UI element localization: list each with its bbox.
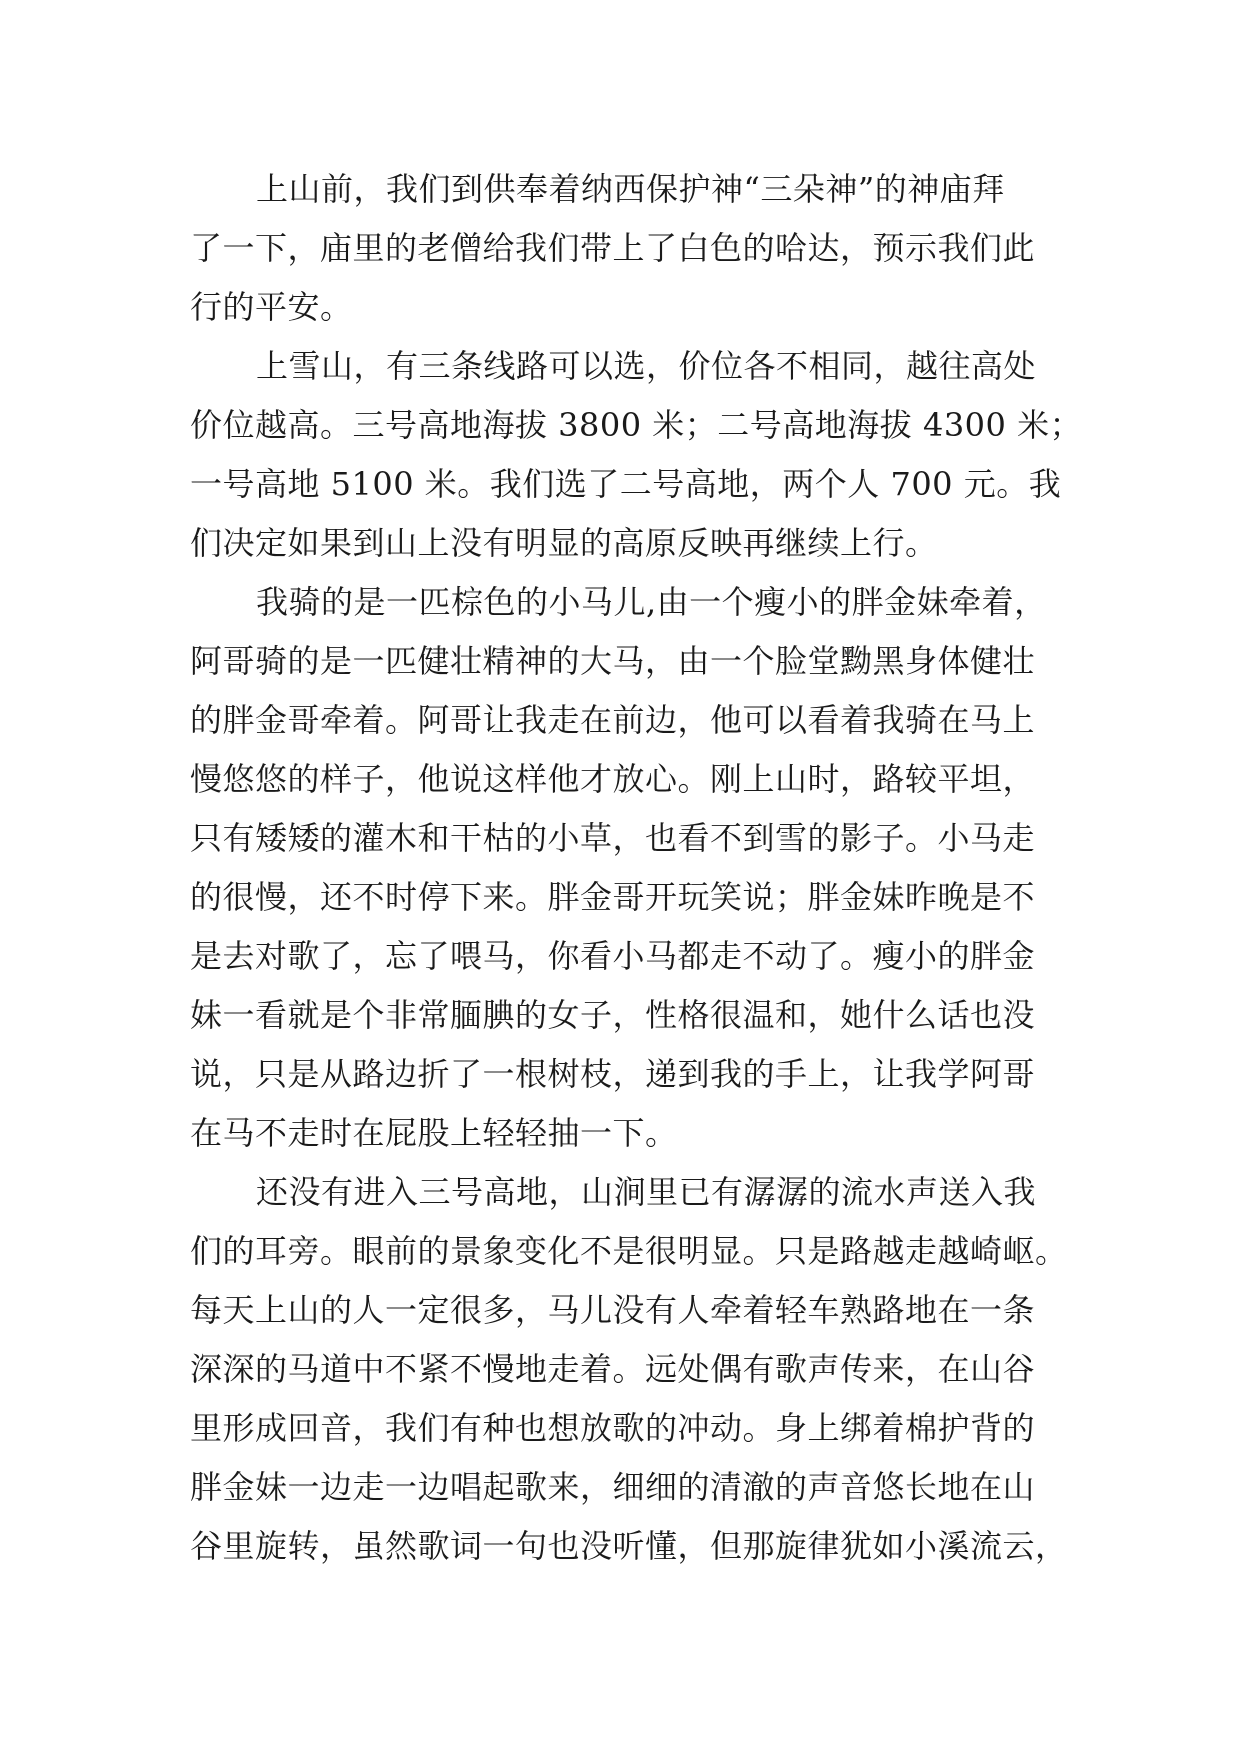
paragraph-1-line-2: 了一下，庙里的老僧给我们带上了白色的哈达，预示我们此	[190, 229, 1036, 267]
paragraph-3-line-5: 只有矮矮的灌木和干枯的小草，也看不到雪的影子。小马走	[190, 819, 1036, 857]
paragraph-3-line-10: 在马不走时在屁股上轻轻抽一下。	[190, 1114, 678, 1152]
paragraph-1-line-1: 上山前，我们到供奉着纳西保护神“三朵神”的神庙拜	[256, 170, 1005, 208]
paragraph-3-line-1: 我骑的是一匹棕色的小马儿,由一个瘦小的胖金妹牵着，	[256, 583, 1047, 621]
paragraph-3-line-9: 说，只是从路边折了一根树枝，递到我的手上，让我学阿哥	[190, 1055, 1036, 1093]
paragraph-3-line-8: 妹一看就是个非常腼腆的女子，性格很温和，她什么话也没	[190, 996, 1036, 1034]
paragraph-1-line-3: 行的平安。	[190, 288, 353, 326]
paragraph-3-line-6: 的很慢，还不时停下来。胖金哥开玩笑说；胖金妹昨晚是不	[190, 878, 1036, 916]
paragraph-3-line-3: 的胖金哥牵着。阿哥让我走在前边，他可以看着我骑在马上	[190, 701, 1036, 739]
paragraph-3-line-7: 是去对歌了，忘了喂马，你看小马都走不动了。瘦小的胖金	[190, 937, 1036, 975]
paragraph-2-line-3: 一号高地 5100 米。我们选了二号高地，两个人 700 元。我	[190, 465, 1062, 503]
paragraph-3-line-2: 阿哥骑的是一匹健壮精神的大马，由一个脸堂黝黑身体健壮	[190, 642, 1036, 680]
paragraph-4-line-4: 深深的马道中不紧不慢地走着。远处偶有歌声传来，在山谷	[190, 1350, 1036, 1388]
paragraph-4-line-2: 们的耳旁。眼前的景象变化不是很明显。只是路越走越崎岖。	[190, 1232, 1068, 1270]
paragraph-4-line-7: 谷里旋转，虽然歌词一句也没听懂，但那旋律犹如小溪流云，	[190, 1527, 1068, 1565]
paragraph-2-line-4: 们决定如果到山上没有明显的高原反映再继续上行。	[190, 524, 938, 562]
body-text	[190, 160, 1083, 1576]
paragraph-4-line-1: 还没有进入三号高地，山涧里已有潺潺的流水声送入我	[256, 1173, 1037, 1211]
paragraph-4-line-6: 胖金妹一边走一边唱起歌来，细细的清澈的声音悠长地在山	[190, 1468, 1036, 1506]
paragraph-2-line-1: 上雪山，有三条线路可以选，价位各不相同，越往高处	[256, 347, 1037, 385]
paragraph-3-line-4: 慢悠悠的样子，他说这样他才放心。刚上山时，路较平坦，	[190, 760, 1036, 798]
paragraph-4-line-3: 每天上山的人一定很多，马儿没有人牵着轻车熟路地在一条	[190, 1291, 1036, 1329]
paragraph-2-line-2: 价位越高。三号高地海拔 3800 米；二号高地海拔 4300 米；	[190, 406, 1083, 444]
paragraph-4-line-5: 里形成回音，我们有种也想放歌的冲动。身上绑着棉护背的	[190, 1409, 1036, 1447]
